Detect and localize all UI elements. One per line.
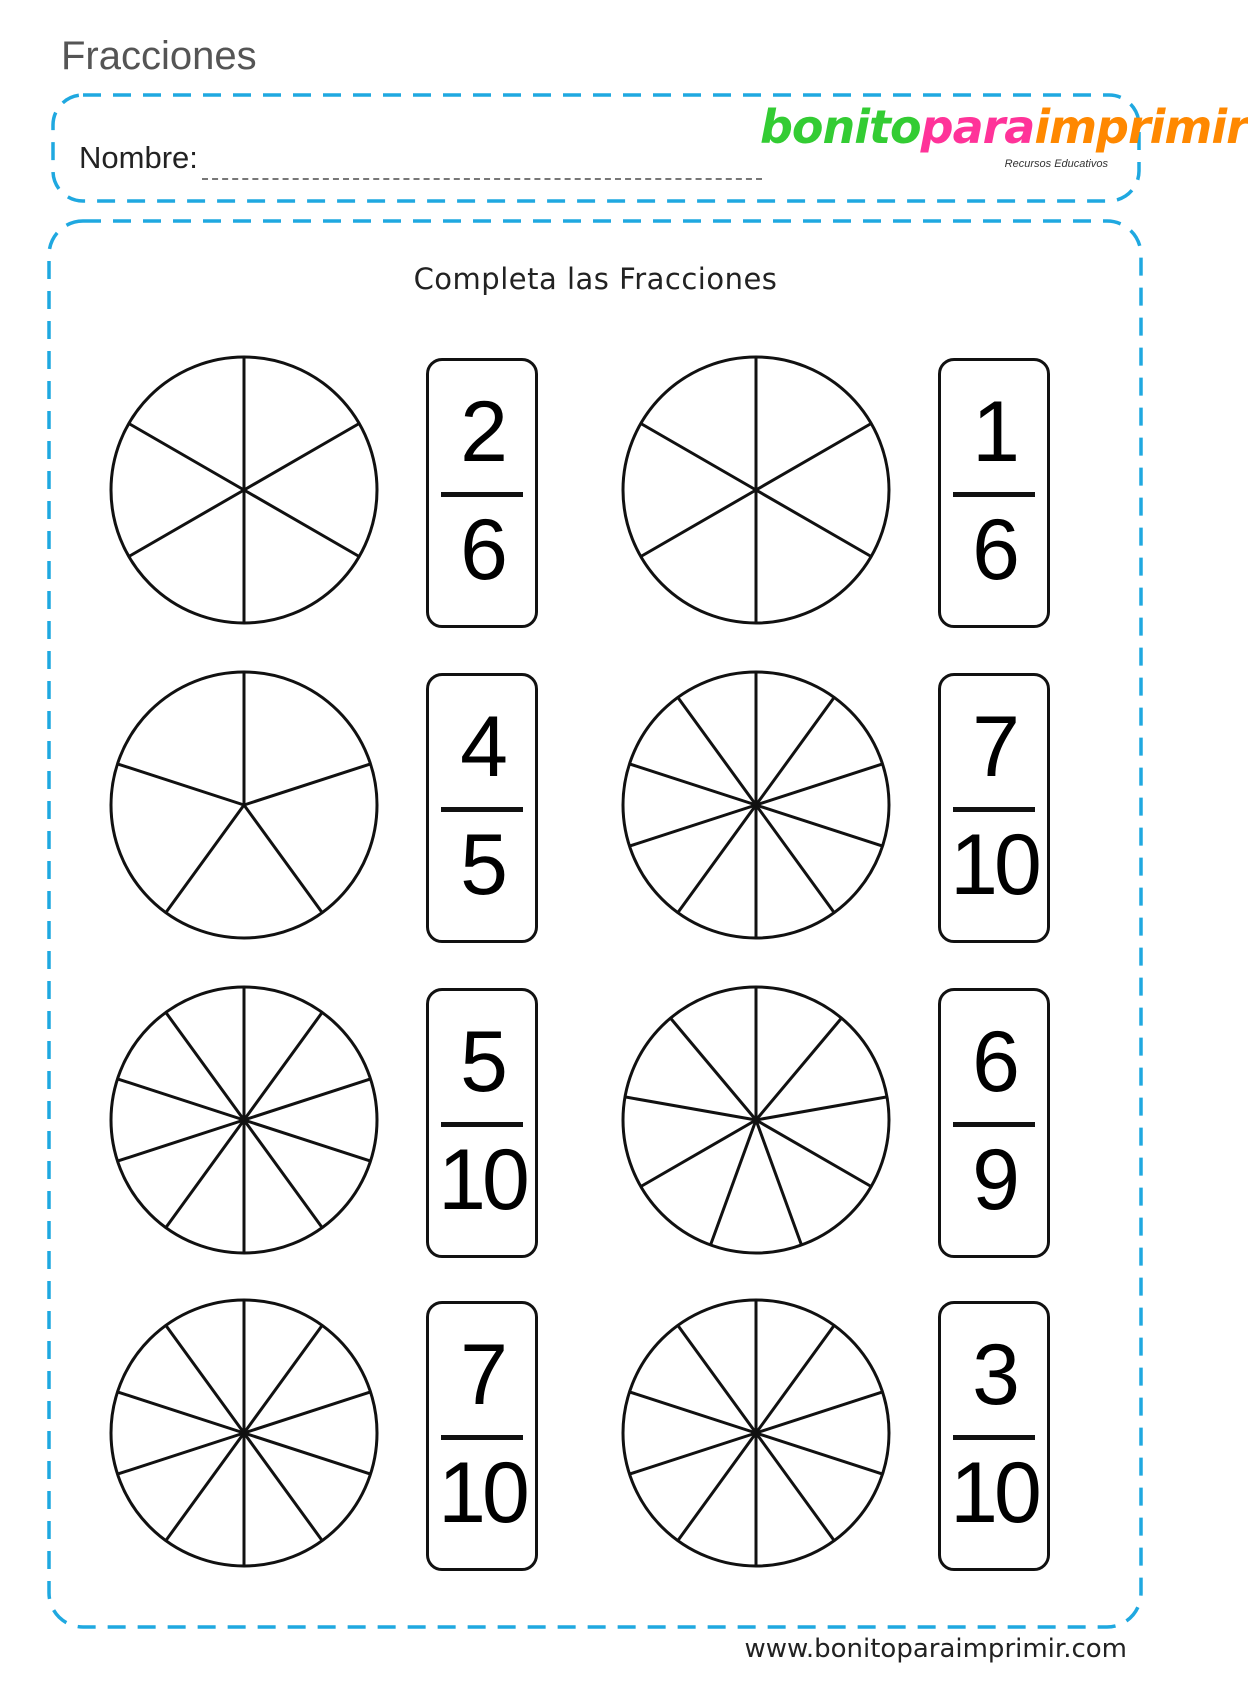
fraction-item [620, 1297, 1080, 1577]
fraction-bar [441, 807, 523, 812]
fraction-card [426, 358, 538, 628]
logo-tagline: Recursos Educativos [1004, 158, 1108, 170]
fraction-circle[interactable] [620, 354, 900, 634]
worksheet-instruction: Completa las Fracciones [413, 262, 778, 296]
logo-wordmark [760, 100, 1248, 154]
brand-logo [760, 100, 1248, 180]
fraction-item [108, 1297, 568, 1577]
fraction-circle[interactable] [108, 1297, 388, 1577]
fraction-bar [441, 1435, 523, 1440]
fraction-bar [953, 492, 1035, 497]
fraction-numerator: 1 [972, 384, 1016, 480]
fraction-circle[interactable] [108, 354, 388, 634]
fraction-card [938, 1301, 1050, 1571]
fraction-item [620, 354, 1080, 634]
fraction-denominator: 10 [438, 1132, 526, 1228]
fraction-card [426, 988, 538, 1258]
fraction-item [620, 984, 1080, 1264]
fraction-numerator: 5 [460, 1014, 504, 1110]
fraction-bar [441, 1122, 523, 1127]
fraction-denominator: 5 [460, 817, 504, 913]
fraction-numerator: 3 [972, 1327, 1016, 1423]
fraction-numerator: 6 [972, 1014, 1016, 1110]
fraction-card [426, 1301, 538, 1571]
fraction-card [938, 673, 1050, 943]
footer-url[interactable]: www.bonitoparaimprimir.com [744, 1634, 1127, 1664]
fraction-denominator: 10 [950, 1445, 1038, 1541]
fraction-denominator: 6 [460, 502, 504, 598]
fraction-circle[interactable] [620, 984, 900, 1264]
fraction-denominator: 10 [438, 1445, 526, 1541]
fraction-item [620, 669, 1080, 949]
fraction-denominator: 9 [972, 1132, 1016, 1228]
fraction-bar [441, 492, 523, 497]
fraction-bar [953, 1122, 1035, 1127]
fraction-circle[interactable] [108, 984, 388, 1264]
logo-part-para: para [920, 100, 1035, 154]
fraction-bar [953, 807, 1035, 812]
logo-part-bonito: bonito [760, 100, 921, 154]
fraction-card [938, 358, 1050, 628]
fraction-item [108, 669, 568, 949]
fraction-numerator: 2 [460, 384, 504, 480]
fraction-numerator: 7 [460, 1327, 504, 1423]
fraction-circle[interactable] [620, 1297, 900, 1577]
fraction-card [938, 988, 1050, 1258]
fraction-item [108, 984, 568, 1264]
fraction-numerator: 7 [972, 699, 1016, 795]
fraction-item [108, 354, 568, 634]
fraction-bar [953, 1435, 1035, 1440]
logo-part-imprimir: imprimir [1034, 100, 1248, 154]
fraction-numerator: 4 [460, 699, 504, 795]
fraction-card [426, 673, 538, 943]
fraction-denominator: 10 [950, 817, 1038, 913]
fraction-circle[interactable] [108, 669, 388, 949]
fraction-circle[interactable] [620, 669, 900, 949]
fraction-denominator: 6 [972, 502, 1016, 598]
name-label: Nombre: [79, 140, 198, 175]
page-title: Fracciones [61, 34, 257, 78]
name-input-line[interactable] [202, 178, 762, 180]
